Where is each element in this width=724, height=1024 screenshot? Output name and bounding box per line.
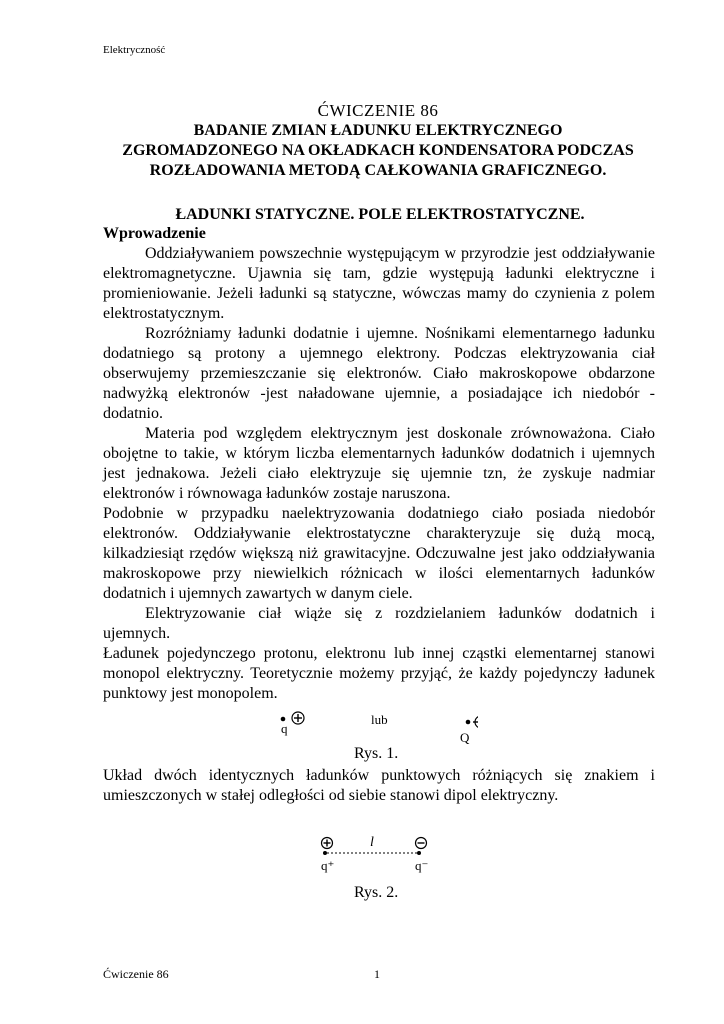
fig1-lub-label: lub (371, 712, 388, 727)
paragraph-6: Ładunek pojedynczego protonu, elektronu lub innej cząstki elementarnej stanowi monopol elektryczny. Teoretycznie możemy przyjąć, że każdy pojedynczy ładunek punktowy jest monopolem. (103, 645, 655, 702)
body-text-2 (103, 766, 655, 806)
body-text (103, 224, 655, 704)
charge-point-minus (417, 851, 421, 855)
paragraph-7: Układ dwóch identycznych ładunków punktowych różniących się znakiem i umieszczonych w stałej odległości od siebie stanowi dipol elektryczny. (103, 767, 655, 804)
fig2-caption: Rys. 2. (354, 884, 399, 901)
fig1-q-label: q (281, 721, 288, 736)
fig2-q-minus-label: q⁻ (415, 858, 429, 873)
fig1-caption: Rys. 1. (354, 745, 399, 762)
section-title: ŁADUNKI STATYCZNE. POLE ELEKTROSTATYCZNE. (175, 206, 585, 223)
main-title-line-1: BADANIE ZMIAN ŁADUNKU ELEKTRYCZNEGO (193, 122, 563, 139)
running-header: Elektryczność (103, 44, 166, 56)
exercise-number: ĆWICZENIE 86 (317, 101, 439, 120)
fig2-l-label: l (370, 835, 374, 850)
main-title-line-3: ROZŁADOWANIA METODĄ CAŁKOWANIA GRAFICZNEGO. (149, 162, 607, 179)
fig1-Q-label: Q (460, 730, 470, 745)
paragraph-5: Elektryzowanie ciał wiąże się z rozdzielaniem ładunków dodatnich i ujemnych. (103, 605, 655, 642)
title-block (90, 101, 666, 181)
page-number: 1 (374, 967, 380, 981)
subheading: Wprowadzenie (103, 225, 206, 242)
footer-exercise: Ćwiczenie 86 (103, 967, 169, 981)
paragraph-1: Oddziaływaniem powszechnie występującym w przyrodzie jest oddziaływanie elektromagnetyczne. Ujawnia się tam, gdzie występują ładunki elektryczne i promieniowanie. Jeżeli ładunki są statyczne, wówczas mamy do czynienia z polem elektrostatycznym. (103, 245, 655, 322)
charge-point-Q (466, 720, 471, 725)
paragraph-4: Podobnie w przypadku naelektryzowania dodatniego ciało posiada niedobór elektronów. Oddziaływanie elektrostatyczne charakteryzuje się dużą mocą, kilkadziesiąt rzędów większą niż grawitacyjne. Odczuwalne jest jako oddziaływania makroskopowe przy niewielkich różnicach w ilości elementarnych ładunków dodatnich i ujemnych zawartych w danym ciele. (103, 505, 655, 602)
paragraph-2: Rozróżniamy ładunki dodatnie i ujemne. Nośnikami elementarnego ładunku dodatniego są protony a ujemnego elektrony. Podczas elektryzowania ciał obserwujemy przemieszczanie się elektronów. Ciało makroskopowe obdarzone nadwyżką elektronów -jest naładowane ujemnie, a posiadające ich niedobór - dodatnio. (103, 325, 655, 422)
main-title-line-2: ZGROMADZONEGO NA OKŁADKACH KONDENSATORA PODCZAS (122, 142, 634, 159)
fig2-q-plus-label: q⁺ (321, 858, 335, 873)
charge-point-plus (323, 851, 327, 855)
paragraph-3: Materia pod względem elektrycznym jest doskonale zrównoważona. Ciało obojętne to takie, w którym liczba elementarnych ładunków dodatnich i ujemnych jest jednakowa. Jeżeli ciało elektryzuje się ujemnie tzn, że zyskuje nadmiar elektronów i równowaga ładunków zostaje naruszona. (103, 425, 655, 502)
